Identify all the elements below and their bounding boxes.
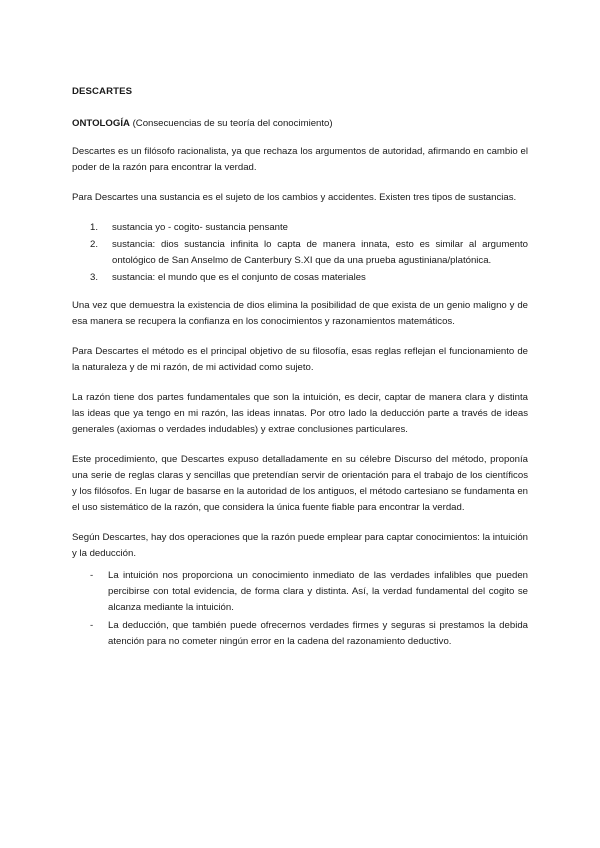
list-number: 3. (90, 272, 99, 283)
paragraph-2: Para Descartes una sustancia es el sujeto de los cambios y accidentes. Existen tres tipos de sustancias. (72, 192, 517, 203)
section-heading (72, 116, 528, 132)
document-title: DESCARTES (72, 86, 133, 97)
paragraph-1: Descartes es un filósofo racionalista, ya que rechaza los argumentos de autoridad, afirmando en cambio el poder de la razón para encontrar la verdad. (72, 146, 528, 173)
document-body (72, 84, 528, 652)
list-item-text: La deducción, que también puede ofrecernos verdades firmes y seguras si prestamos la debida atención para no cometer ningún error en la cadena del razonamiento deductivo. (108, 620, 528, 647)
section-heading-bold: ONTOLOGÍA (72, 118, 130, 129)
list-number: 1. (90, 222, 99, 233)
list-item (72, 618, 528, 650)
list-item-text: sustancia: dios sustancia infinita lo capta de manera innata, esto es similar al argumento ontológico de San Anselmo de Canterbury S.XI que da una prueba agustiniana/platónica. (112, 239, 528, 266)
paragraph-7: Según Descartes, hay dos operaciones que la razón puede emplear para captar conocimientos: la intuición y la deducción. (72, 532, 528, 559)
paragraph-5: La razón tiene dos partes fundamentales que son la intuición, es decir, captar de manera clara y distinta las ideas que ya tengo en mi razón, las ideas innatas. Por otro lado la deducción parte a través de ideas generales (axiomas o verdades indudables) y extrae conclusiones particulares. (72, 392, 528, 435)
list-item (72, 270, 528, 286)
paragraph-6: Este procedimiento, que Descartes expuso detalladamente en su célebre Discurso del método, proponía una serie de reglas claras y sencillas que pretendían servir de orientación para el trabajo de los científicos y los filósofos. En lugar de basarse en la autoridad de los antiguos, el método cartesiano se fundamenta en el uso sistemático de la razón, que considera la única fuente fiable para encontrar la verdad. (72, 454, 528, 513)
operations-list (72, 568, 528, 650)
list-item-text: sustancia: el mundo que es el conjunto de cosas materiales (112, 272, 366, 283)
list-item (72, 220, 528, 236)
list-item (72, 568, 528, 616)
list-number: 2. (90, 239, 99, 250)
list-item-text: La intuición nos proporciona un conocimiento inmediato de las verdades infalibles que pueden percibirse con total evidencia, de forma clara y distinta. Así, la verdad fundamental del cogito se alcanza mediante la intuición. (108, 570, 528, 613)
dash-bullet: - (90, 570, 94, 581)
dash-bullet: - (90, 620, 94, 631)
list-item (72, 237, 528, 269)
section-heading-rest: (Consecuencias de su teoría del conocimiento) (129, 118, 333, 129)
paragraph-4: Para Descartes el método es el principal objetivo de su filosofía, esas reglas reflejan el funcionamiento de la naturaleza y de mi razón, de mi actividad como sujeto. (72, 346, 528, 373)
list-item-text: sustancia yo - cogito- sustancia pensante (112, 222, 288, 233)
paragraph-3: Una vez que demuestra la existencia de dios elimina la posibilidad de que exista de un genio maligno y de esa manera se recupera la confianza en los conocimientos y razonamientos matemáticos. (72, 300, 528, 327)
substances-list (72, 220, 528, 286)
